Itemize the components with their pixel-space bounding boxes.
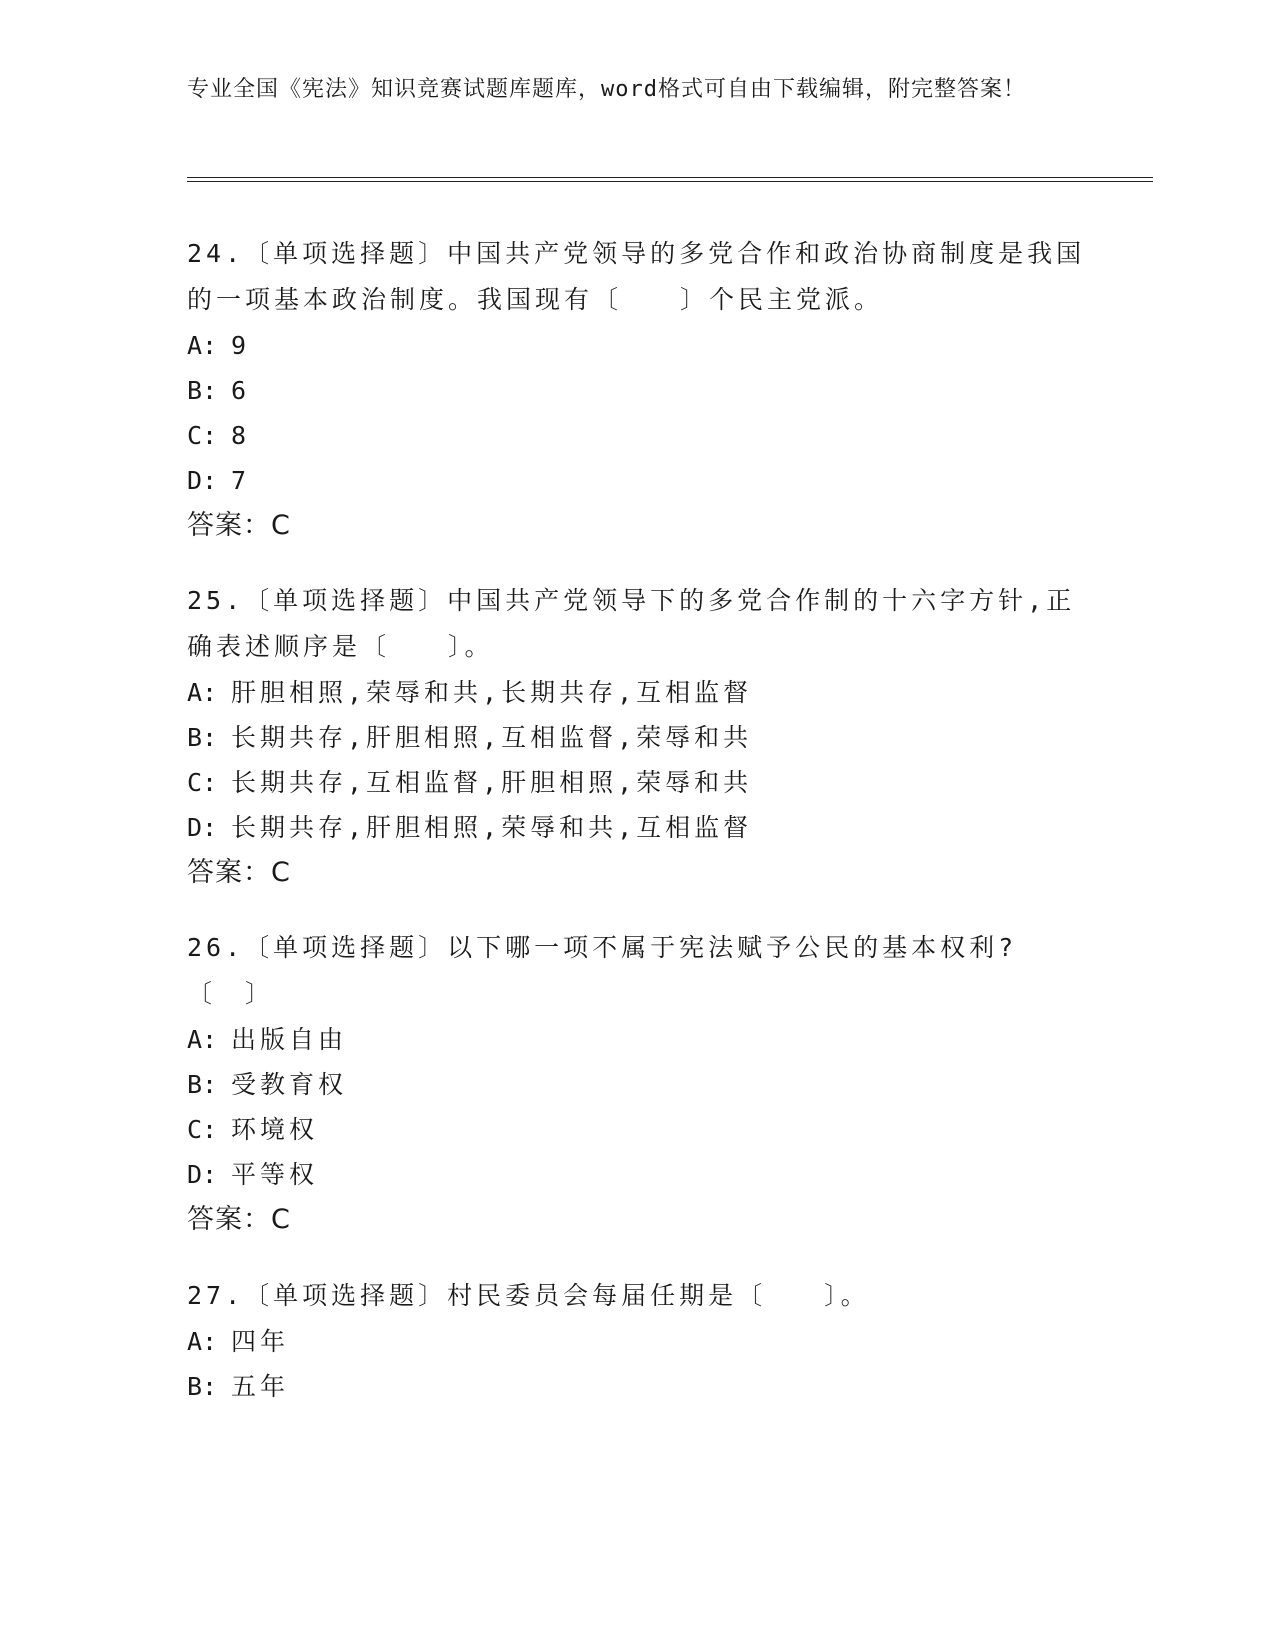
- option-c: [187, 760, 1087, 805]
- option-a: [187, 323, 1087, 368]
- option-text: 五年: [231, 1372, 290, 1401]
- answer-line: 答案：C: [187, 1204, 291, 1235]
- option-key: A:: [187, 331, 218, 360]
- option-key: A:: [187, 678, 218, 707]
- option-key: C:: [187, 768, 218, 797]
- question-stem: 27.〔单项选择题〕村民委员会每届任期是〔 〕。: [187, 1281, 870, 1310]
- document-header: 专业全国《宪法》知识竞赛试题库题库，word格式可自由下载编辑，附完整答案！: [187, 77, 1026, 102]
- question-stem: 26.〔单项选择题〕以下哪一项不属于宪法赋予公民的基本权利?〔 〕: [187, 933, 1018, 1008]
- option-text: 9: [231, 331, 251, 360]
- option-text: 6: [231, 376, 251, 405]
- option-key: B:: [187, 1372, 218, 1401]
- option-text: 8: [231, 421, 251, 450]
- option-key: B:: [187, 1070, 218, 1099]
- option-key: C:: [187, 1115, 218, 1144]
- option-key: B:: [187, 376, 218, 405]
- option-key: A:: [187, 1025, 218, 1054]
- option-key: D:: [187, 466, 218, 495]
- option-d: [187, 458, 1087, 503]
- option-b: [187, 1062, 1087, 1107]
- option-text: 受教育权: [231, 1070, 348, 1099]
- option-b: [187, 1364, 1087, 1409]
- option-a: [187, 670, 1087, 715]
- option-a: [187, 1319, 1087, 1364]
- option-text: 四年: [231, 1327, 290, 1356]
- option-c: [187, 413, 1087, 458]
- header-rule-bottom: [187, 181, 1153, 182]
- option-c: [187, 1107, 1087, 1152]
- question-25: [187, 578, 1087, 896]
- option-text: 出版自由: [231, 1025, 348, 1054]
- question-27: [187, 1273, 1087, 1409]
- option-key: D:: [187, 813, 218, 842]
- option-key: D:: [187, 1160, 218, 1189]
- answer-line: 答案：C: [187, 857, 291, 888]
- option-key: B:: [187, 723, 218, 752]
- question-24: [187, 231, 1087, 549]
- option-key: C:: [187, 421, 218, 450]
- option-text: 肝胆相照,荣辱和共,长期共存,互相监督: [231, 678, 753, 707]
- option-text: 环境权: [231, 1115, 319, 1144]
- option-text: 7: [231, 466, 251, 495]
- header-rule-top: [187, 177, 1153, 178]
- option-b: [187, 368, 1087, 413]
- option-d: [187, 805, 1087, 850]
- option-text: 平等权: [231, 1160, 319, 1189]
- question-26: [187, 925, 1087, 1243]
- option-text: 长期共存,肝胆相照,互相监督,荣辱和共: [231, 723, 753, 752]
- option-text: 长期共存,肝胆相照,荣辱和共,互相监督: [231, 813, 753, 842]
- option-key: A:: [187, 1327, 218, 1356]
- question-stem: 24.〔单项选择题〕中国共产党领导的多党合作和政治协商制度是我国的一项基本政治制度。我国现有〔 〕个民主党派。: [187, 239, 1086, 314]
- answer-line: 答案：C: [187, 510, 291, 541]
- option-text: 长期共存,互相监督,肝胆相照,荣辱和共: [231, 768, 753, 797]
- option-d: [187, 1152, 1087, 1197]
- question-stem: 25.〔单项选择题〕中国共产党领导下的多党合作制的十六字方针,正确表述顺序是〔 〕。: [187, 586, 1076, 661]
- option-a: [187, 1017, 1087, 1062]
- option-b: [187, 715, 1087, 760]
